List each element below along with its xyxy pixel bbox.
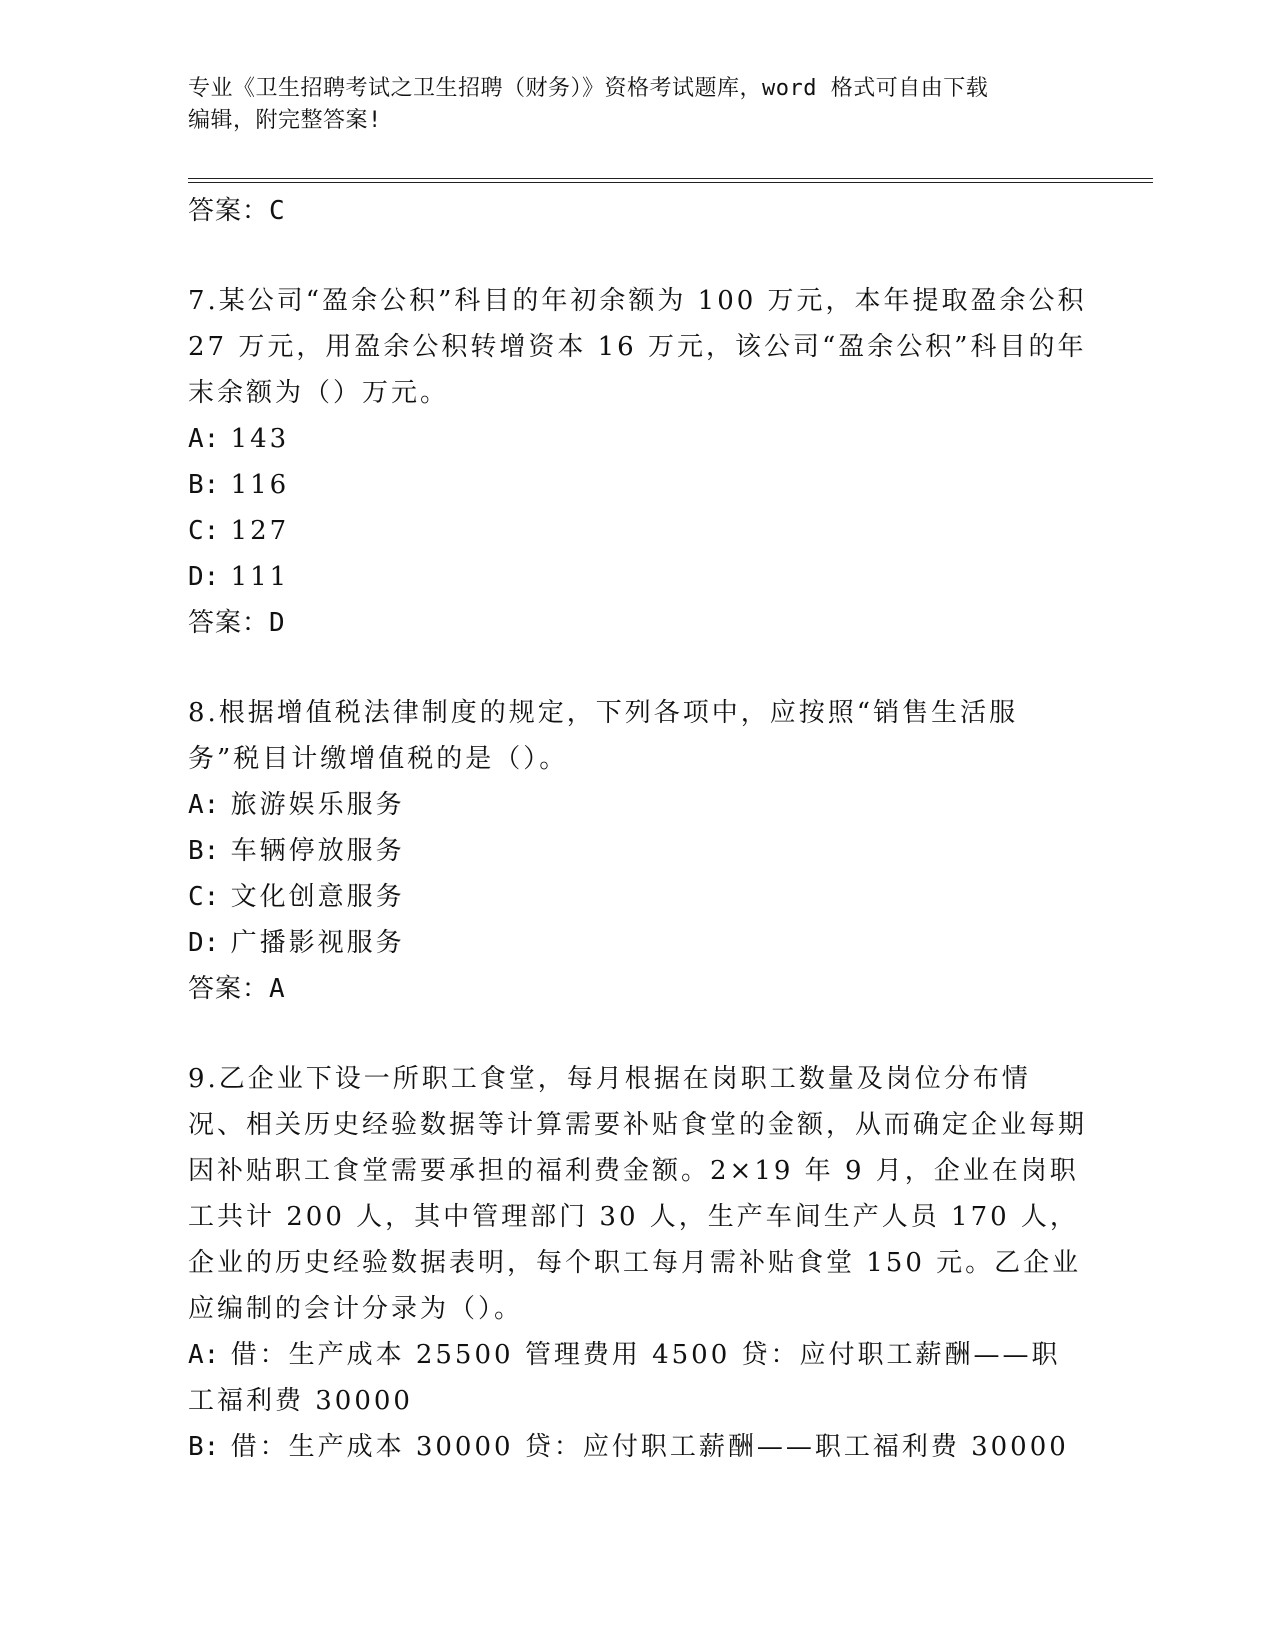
- option-b: [188, 828, 1088, 874]
- option-text: 143: [230, 424, 290, 454]
- option-text: 车辆停放服务: [230, 836, 405, 866]
- question-7: [188, 278, 1088, 646]
- option-text: 116: [230, 470, 290, 500]
- option-text: 111: [230, 562, 290, 592]
- option-letter: A:: [188, 1340, 220, 1370]
- option-letter: D:: [188, 562, 220, 592]
- option-d: [188, 554, 1088, 600]
- option-a: [188, 416, 1088, 462]
- document-body: [188, 188, 1088, 1470]
- option-letter: B:: [188, 1432, 220, 1462]
- option-text: 借：生产成本 30000 贷：应付职工薪酬——职工福利费 30000: [230, 1432, 1069, 1462]
- question-8: [188, 690, 1088, 1012]
- option-a: [188, 1332, 1088, 1424]
- question-text: 8.根据增值税法律制度的规定，下列各项中，应按照“销售生活服务”税目计缴增值税的是（）。: [188, 698, 1019, 774]
- option-letter: B:: [188, 470, 220, 500]
- previous-answer: 答案：C: [188, 196, 286, 226]
- option-d: [188, 920, 1088, 966]
- option-text: 广播影视服务: [230, 928, 405, 958]
- document-header: [188, 73, 1068, 137]
- option-b: [188, 462, 1088, 508]
- option-b: [188, 1424, 1088, 1470]
- option-c: [188, 508, 1088, 554]
- question-text: 9.乙企业下设一所职工食堂，每月根据在岗职工数量及岗位分布情况、相关历史经验数据等计算需要补贴食堂的金额，从而确定企业每期因补贴职工食堂需要承担的福利费金额。2×19 年 9 月，企业在岗职工共计 200 人，其中管理部门 30 人，生产车间生产人员 170 人，企业的历史经验数据表明，每个职工每月需补贴食堂 150 元。乙企业应编制的会计分录为（）。: [188, 1064, 1088, 1324]
- header-divider-bottom: [188, 182, 1153, 183]
- option-c: [188, 874, 1088, 920]
- header-line-2: 编辑，附完整答案!: [188, 108, 382, 133]
- question-text: 7.某公司“盈余公积”科目的年初余额为 100 万元，本年提取盈余公积 27 万元，用盈余公积转增资本 16 万元，该公司“盈余公积”科目的年末余额为（）万元。: [188, 286, 1087, 408]
- option-letter: B:: [188, 836, 220, 866]
- option-a: [188, 782, 1088, 828]
- option-text: 127: [230, 516, 290, 546]
- option-letter: A:: [188, 424, 220, 454]
- header-divider-top: [188, 178, 1153, 179]
- option-letter: C:: [188, 516, 220, 546]
- option-text: 文化创意服务: [230, 882, 405, 912]
- option-text: 借：生产成本 25500 管理费用 4500 贷：应付职工薪酬——职工福利费 30000: [188, 1340, 1061, 1416]
- option-letter: C:: [188, 882, 220, 912]
- option-text: 旅游娱乐服务: [230, 790, 405, 820]
- answer-line: 答案：A: [188, 974, 286, 1004]
- option-letter: A:: [188, 790, 220, 820]
- answer-line: 答案：D: [188, 608, 286, 638]
- option-letter: D:: [188, 928, 220, 958]
- question-9: [188, 1056, 1088, 1470]
- header-line-1: 专业《卫生招聘考试之卫生招聘（财务）》资格考试题库，word 格式可自由下载: [188, 76, 989, 101]
